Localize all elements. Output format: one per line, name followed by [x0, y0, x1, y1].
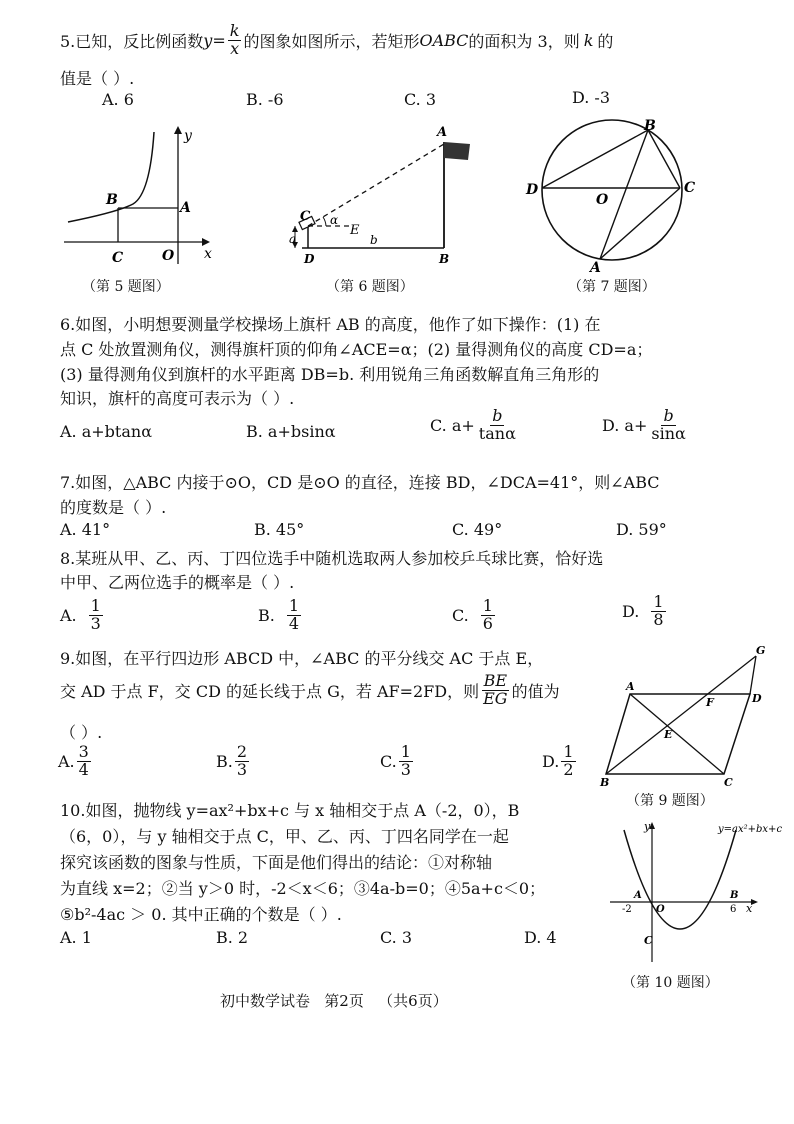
q9-line2 — [60, 668, 560, 712]
fig10-label-x: x — [746, 902, 753, 915]
q8-option-c — [452, 598, 497, 633]
q6-option-c-fraction — [477, 408, 518, 443]
q10-line2: （6，0），与 y 轴相交于点 C，甲、乙、丙、丁四名同学在一起 — [60, 827, 509, 846]
q6-option-d-prefix: D. a+ — [602, 415, 648, 435]
q8-option-b-num: 1 — [288, 596, 300, 615]
fig6-label-b: b — [370, 233, 378, 247]
q5-option-a: A. 6 — [102, 90, 134, 109]
q9-line2-post: 的值为 — [511, 681, 560, 701]
q9-option-a-num: 3 — [78, 742, 89, 761]
q8-option-d — [622, 594, 668, 629]
q6-line4: 知识，旗杆的高度可表示为（ ）. — [60, 389, 295, 408]
q6-line2: 点 C 处放置测角仪，测得旗杆顶的仰角∠ACE=α；(2) 量得测角仪的高度 CD=a； — [60, 340, 653, 359]
fig6-caption: （第 6 题图） — [326, 279, 414, 295]
q5-option-d: D. -3 — [572, 88, 611, 107]
q6-option-a: A. a+btanα — [60, 422, 152, 441]
figure-6 — [286, 122, 476, 272]
q5-rect: OABC — [419, 30, 469, 50]
q5-line1 — [60, 18, 613, 62]
q5-middle: 的图象如图所示，若矩形 — [243, 31, 420, 51]
q9-option-b-num: 2 — [236, 742, 248, 761]
q8-option-a-num: 1 — [90, 596, 101, 615]
fig5-label-o: O — [162, 248, 175, 264]
q9-option-d-num: 1 — [563, 742, 574, 761]
q5-option-b: B. -6 — [246, 90, 284, 109]
q8-option-c-label: C. — [452, 605, 469, 625]
q9-option-b — [216, 744, 251, 779]
fig10-parabola — [624, 830, 739, 929]
fig9-caption: （第 9 题图） — [626, 793, 714, 809]
fig9-label-b: B — [600, 776, 610, 788]
fig6-label-b-base: B — [439, 252, 450, 266]
q5-k-num: k — [229, 20, 240, 40]
q9-option-b-label: B. — [216, 751, 233, 771]
q5-suffix1: 的面积为 3，则 — [468, 31, 580, 51]
q6-option-d — [602, 408, 690, 443]
figure-5 — [58, 122, 218, 272]
q5-prefix: 5.已知，反比例函数 — [60, 31, 204, 51]
q8-option-d-num: 1 — [653, 592, 664, 611]
q9-option-c-den: 3 — [400, 759, 411, 779]
fig7-bd — [542, 130, 648, 188]
q9-option-c-num: 1 — [400, 742, 411, 761]
q7-option-d: D. 59° — [616, 520, 667, 539]
fig9-label-d: D — [752, 692, 762, 705]
fig7-circle — [542, 120, 682, 260]
q8-option-d-den: 8 — [653, 609, 664, 629]
q9-option-d — [542, 744, 578, 779]
fig9-label-f: F — [706, 696, 714, 709]
q10-line3: 探究该函数的图象与性质，下面是他们得出的结论：①对称轴 — [60, 853, 493, 872]
q6-option-c-den: tanα — [478, 423, 516, 443]
q9-option-d-den: 2 — [563, 759, 574, 779]
fig10-label-y: y — [644, 820, 651, 833]
q6-line1: 6.如图，小明想要测量学校操场上旗杆 AB 的高度，他作了如下操作：(1) 在 — [60, 315, 601, 334]
q9-option-d-label: D. — [542, 751, 560, 771]
q10-line1: 10.如图，抛物线 y=ax²+bx+c 与 x 轴相交于点 A（-2，0），B — [60, 801, 520, 820]
q7-line1: 7.如图，△ABC 内接于⊙O，CD 是⊙O 的直径，连接 BD，∠DCA=41°，则∠ABC — [60, 473, 660, 492]
q9-option-a-fraction — [77, 744, 91, 779]
q6-option-c-prefix: C. a+ — [430, 415, 475, 435]
q7-option-c: C. 49° — [452, 520, 503, 539]
fig9-label-c: C — [724, 776, 733, 788]
q9-ratio-den: EG — [483, 688, 508, 708]
q8-option-c-den: 6 — [482, 613, 493, 633]
q5-x-den: x — [230, 38, 240, 58]
fig5-y-arrow — [174, 126, 182, 134]
q9-option-a-label: A. — [58, 751, 75, 771]
q6-option-d-den: sinα — [651, 423, 686, 443]
figure-10 — [606, 816, 786, 966]
q10-option-c: C. 3 — [380, 928, 413, 947]
fig9-label-g: G — [756, 644, 766, 657]
q6-option-d-num: b — [663, 406, 674, 425]
fig6-label-alpha: α — [330, 213, 339, 227]
q7-line2: 的度数是（ ）. — [60, 498, 167, 517]
q9-line2-prefix: 交 AD 于点 F，交 CD 的延长线于点 G，若 AF=2FD，则 — [60, 681, 480, 701]
q9-option-c-fraction — [399, 744, 413, 779]
q10-option-d: D. 4 — [524, 928, 557, 947]
q8-line2: 中甲、乙两位选手的概率是（ ）. — [60, 573, 295, 592]
q6-line3: (3) 量得测角仪到旗杆的水平距离 DB=b. 利用锐角三角函数解直角三角形的 — [60, 365, 600, 384]
fig7-label-c: C — [684, 180, 696, 196]
fig7-label-a: A — [590, 260, 601, 274]
fig10-label-a: A — [634, 890, 642, 901]
fig7-ac — [600, 188, 680, 259]
q7-option-b: B. 45° — [254, 520, 305, 539]
fig10-label-equation: y=ax²+bx+c — [718, 824, 783, 835]
q9-option-c-label: C. — [380, 751, 397, 771]
q5-y: y — [203, 30, 213, 50]
fig10-label-neg2: -2 — [622, 904, 632, 915]
q10-line4: 为直线 x=2；②当 y＞0 时，-2＜x＜6；③4a-b=0；④5a+c＜0； — [60, 879, 546, 898]
fig10-label-six: 6 — [730, 904, 737, 915]
q8-option-b-den: 4 — [288, 613, 300, 633]
q8-option-a-den: 3 — [90, 613, 101, 633]
q8-option-b-label: B. — [258, 605, 275, 625]
q9-option-a-den: 4 — [78, 759, 89, 779]
fig9-label-a: A — [626, 680, 635, 693]
q8-option-b — [258, 598, 303, 633]
q6-option-c — [430, 408, 520, 443]
fig9-bisector-bg — [606, 656, 756, 774]
fig9-extension-dg — [750, 656, 756, 694]
fig5-label-b: B — [106, 192, 118, 208]
fig6-label-d: D — [304, 252, 315, 266]
q10-line5: ⑤b²-4ac ＞ 0. 其中正确的个数是（ ）. — [60, 905, 342, 924]
q8-option-c-fraction — [481, 598, 495, 633]
q9-option-c — [380, 744, 415, 779]
fig5-label-y: y — [184, 128, 192, 144]
q5-line2: 值是（ ）. — [60, 69, 135, 88]
q8-option-d-label: D. — [622, 601, 640, 621]
q8-option-a-fraction — [89, 598, 103, 633]
q8-option-d-fraction — [651, 594, 665, 629]
q10-option-b: B. 2 — [216, 928, 249, 947]
q8-option-b-fraction — [287, 598, 301, 633]
fig6-sight-line — [308, 144, 444, 226]
fig10-label-c: C — [644, 934, 653, 947]
page-footer: 初中数学试卷 第2页 （共6页） — [220, 992, 448, 1010]
q5-kvar: k — [583, 30, 594, 50]
fig7-caption: （第 7 题图） — [568, 279, 656, 295]
fig6-label-c: C — [300, 209, 311, 224]
fig5-x-arrow — [202, 238, 210, 246]
fig6-angle-arc — [323, 217, 326, 226]
q9-option-a — [58, 744, 93, 779]
q6-option-c-num: b — [492, 406, 503, 425]
q10-option-a: A. 1 — [60, 928, 92, 947]
fig7-label-o: O — [596, 192, 609, 208]
fig5-caption: （第 5 题图） — [82, 279, 170, 295]
fig6-label-a-height: a — [289, 232, 297, 246]
q9-line1: 9.如图，在平行四边形 ABCD 中，∠ABC 的平分线交 AC 于点 E， — [60, 649, 544, 668]
q6-option-d-fraction — [649, 408, 687, 443]
figure-9 — [596, 642, 776, 788]
q8-option-a — [60, 598, 105, 633]
fig5-label-x: x — [204, 246, 212, 262]
q8-option-a-label: A. — [60, 605, 77, 625]
q5-option-c: C. 3 — [404, 90, 437, 109]
q9-option-d-fraction — [561, 744, 575, 779]
fig7-label-d: D — [526, 182, 539, 198]
q9-option-b-den: 3 — [236, 759, 248, 779]
fig6-flag — [444, 142, 470, 160]
q5-k-over-x — [228, 20, 242, 58]
fig9-label-e: E — [664, 728, 673, 741]
fig10-caption: （第 10 题图） — [622, 975, 719, 991]
q5-suffix2: 的 — [597, 31, 614, 51]
fig7-label-b: B — [644, 118, 656, 134]
q6-option-b: B. a+bsinα — [246, 422, 336, 441]
q8-line1: 8.某班从甲、乙、丙、丁四位选手中随机选取两人参加校乒乓球比赛，恰好选 — [60, 549, 604, 568]
q9-option-b-fraction — [235, 744, 249, 779]
q5-eq: = — [212, 30, 226, 50]
q7-option-a: A. 41° — [60, 520, 111, 539]
q9-ratio-num: BE — [483, 670, 508, 690]
fig10-label-b: B — [730, 890, 739, 901]
fig5-label-c: C — [112, 250, 124, 266]
q9-line3: （ ）. — [60, 723, 103, 742]
q9-ratio-fraction — [481, 670, 509, 708]
q8-option-c-num: 1 — [482, 596, 493, 615]
fig6-label-e: E — [350, 223, 360, 238]
fig5-label-a: A — [180, 200, 191, 216]
figure-7 — [524, 112, 704, 274]
fig6-label-a-top: A — [437, 125, 448, 140]
fig10-label-o: O — [656, 904, 665, 915]
